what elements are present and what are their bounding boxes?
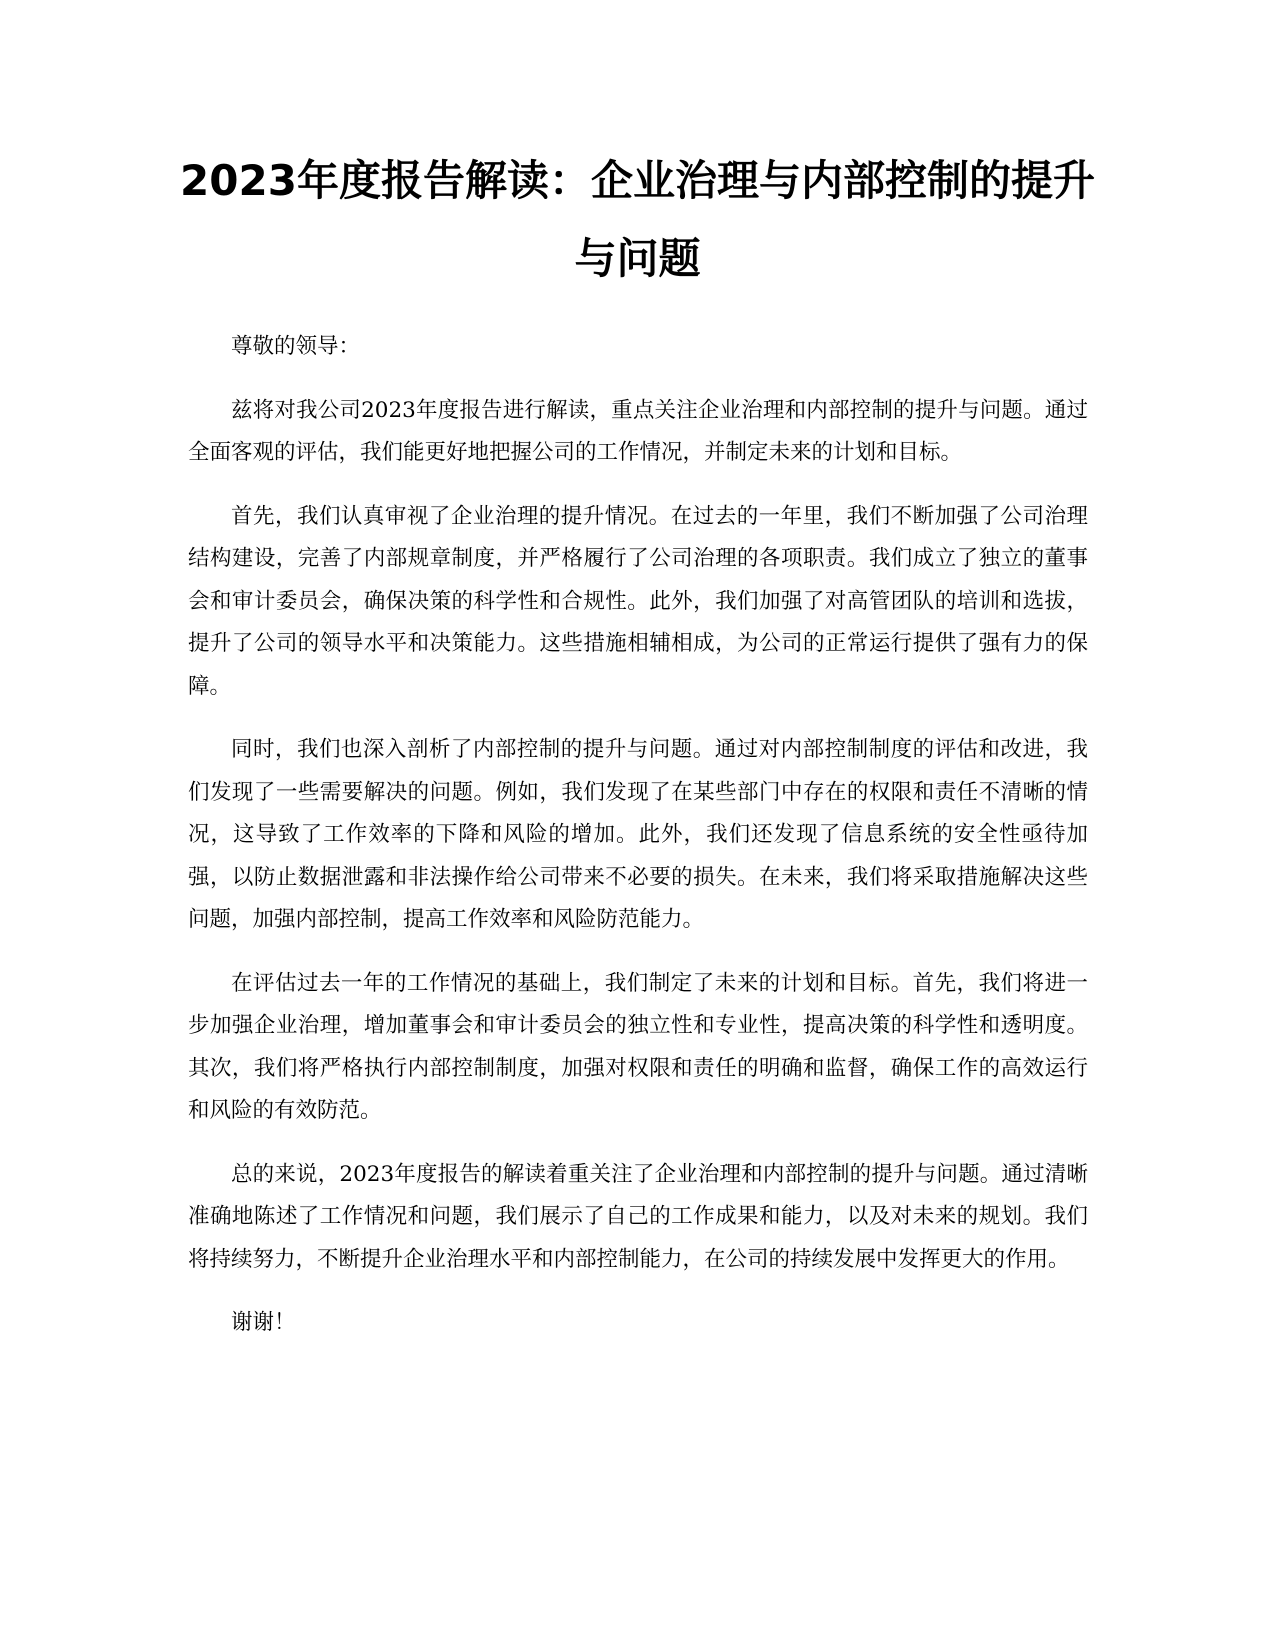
paragraph-governance: 首先，我们认真审视了企业治理的提升情况。在过去的一年里，我们不断加强了公司治理结构建设，完善了内部规章制度，并严格履行了公司治理的各项职责。我们成立了独立的董事会和审计委员会，确保决策的科学性和合规性。此外，我们加强了对高管团队的培训和选拔，提升了公司的领导水平和决策能力。这些措施相辅相成，为公司的正常运行提供了强有力的保障。 [188, 503, 1088, 699]
paragraph-intro: 兹将对我公司2023年度报告进行解读，重点关注企业治理和内部控制的提升与问题。通过全面客观的评估，我们能更好地把握公司的工作情况，并制定未来的计划和目标。 [188, 397, 1088, 465]
paragraph-summary: 总的来说，2023年度报告的解读着重关注了企业治理和内部控制的提升与问题。通过清晰准确地陈述了工作情况和问题，我们展示了自己的工作成果和能力，以及对未来的规划。我们将持续努力，不断提升企业治理水平和内部控制能力，在公司的持续发展中发挥更大的作用。 [188, 1161, 1088, 1272]
closing-thanks: 谢谢！ [231, 1310, 296, 1335]
salutation: 尊敬的领导： [231, 334, 361, 359]
paragraph-plans: 在评估过去一年的工作情况的基础上，我们制定了未来的计划和目标。首先，我们将进一步加强企业治理，增加董事会和审计委员会的独立性和专业性，提高决策的科学性和透明度。其次，我们将严格执行内部控制制度，加强对权限和责任的明确和监督，确保工作的高效运行和风险的有效防范。 [188, 970, 1088, 1123]
document-title: 2023年度报告解读：企业治理与内部控制的提升与问题 [180, 156, 1095, 283]
paragraph-internal-control: 同时，我们也深入剖析了内部控制的提升与问题。通过对内部控制制度的评估和改进，我们发现了一些需要解决的问题。例如，我们发现了在某些部门中存在的权限和责任不清晰的情况，这导致了工作效率的下降和风险的增加。此外，我们还发现了信息系统的安全性亟待加强，以防止数据泄露和非法操作给公司带来不必要的损失。在未来，我们将采取措施解决这些问题，加强内部控制，提高工作效率和风险防范能力。 [188, 737, 1088, 932]
document-body [188, 326, 1088, 1366]
